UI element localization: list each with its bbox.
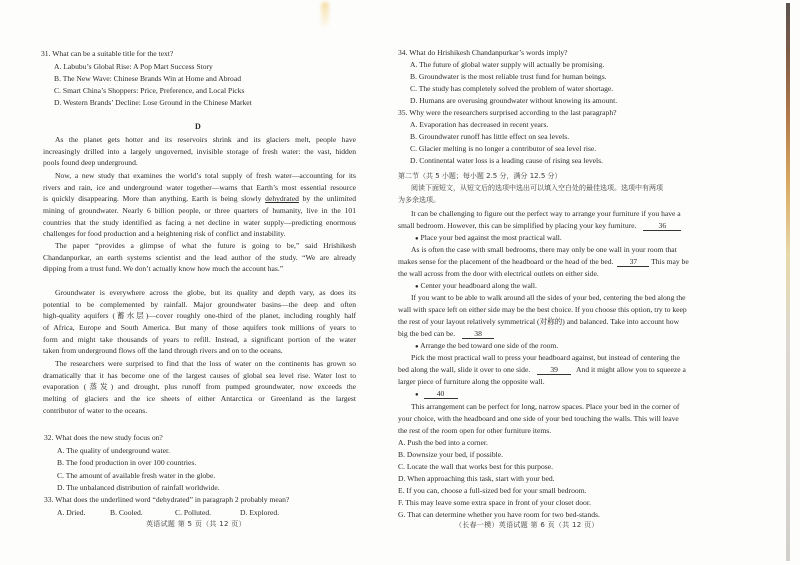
page-footer-right: （长春一模）英语试题 第 6 页（共 12 页） (455, 521, 599, 529)
question-32-stem: 32. What does the new study focus on? (44, 433, 163, 442)
question-31-stem: 31. What can be a suitable title for the text? (41, 49, 174, 58)
passage-p4-line3: larger piece of furniture along the opposite wall. (398, 377, 545, 386)
passage-p2-line3: the wall across from the door with electrical outlets on either side. (398, 269, 599, 278)
section-2-title: 第二节（共 5 小题；每小题 2.5 分，满分 12.5 分） (398, 172, 562, 180)
passage-p3-line4: big the bed can be. 38 (398, 328, 494, 340)
bullet-icon: ● (415, 284, 419, 290)
question-35-option-c: C. Glacier melting is no longer a contributor of sea level rise. (410, 144, 597, 153)
passage-p1-line1: It can be challenging to figure out the perfect way to arrange your furniture if you have a (411, 209, 681, 218)
bullet-icon: ● (415, 236, 419, 242)
question-35-option-d: D. Continental water loss is a leading cause of rising sea levels. (410, 156, 603, 165)
passage-d-paragraph-1: As the planet gets hotter and its reservoirs shrink and its glaciers melt, people have increasingly drilled into a largely ungoverned, invisible storage of fresh water: the vast, hidden pools found deep underground. (43, 135, 356, 168)
question-33-option-c: C. Polluted. (175, 508, 212, 517)
question-32-option-b: B. The food production in over 100 countries. (57, 458, 197, 467)
question-34-option-c: C. The study has completely solved the problem of water shortage. (410, 84, 614, 93)
passage-p4-line1: Pick the most practical wall to press your headboard against, but instead of centering the (411, 353, 680, 362)
question-33-stem: 33. What does the underlined word “dehydrated” in paragraph 2 probably mean? (44, 495, 290, 504)
blank-38[interactable]: 38 (462, 329, 494, 339)
bullet-4 (415, 388, 458, 402)
passage-d-heading: D (195, 122, 201, 131)
question-33-option-a: A. Dried. (57, 508, 86, 517)
bullet-3: ● Arrange the bed toward one side of the room. (415, 341, 559, 350)
question-34-option-d: D. Humans are overusing groundwater without knowing its amount. (410, 96, 618, 105)
answer-option-g: G. That can determine whether you have room for two bed-stands. (398, 510, 600, 519)
passage-p5-line3: the rest of the room open for other furniture items. (398, 426, 552, 435)
question-35-option-a: A. Evaporation has decreased in recent years. (410, 120, 549, 129)
blank-37[interactable]: 37 (617, 257, 649, 267)
question-31-option-c: C. Smart China’s Shoppers: Price, Preference, and Local Picks (54, 86, 245, 95)
question-33-option-b: B. Cooled. (110, 508, 143, 517)
passage-p3-line1: If you want to be able to walk around all the sides of your bed, centering the bed along the (411, 293, 686, 302)
answer-option-e: E. If you can, choose a full-sized bed for your small bedroom. (398, 486, 587, 495)
underlined-word-dehydrated: dehydrated (265, 194, 299, 204)
question-32-option-c: C. The amount of available fresh water in the globe. (57, 471, 216, 480)
answer-option-b: B. Downsize your bed, if possible. (398, 450, 504, 459)
passage-d-paragraph-3: The paper “provides a glimpse of what the future is going to be,” said Hrishikesh Chandanpurkar, an earth systems scientist and the lead author of the study. “We are already dipping from a trust fund. We don’t actually know how much the account has.” (43, 241, 356, 274)
question-34-option-b: B. Groundwater is the most reliable trust fund for human beings. (410, 72, 607, 81)
answer-option-f: F. This may leave some extra space in front of your closet door. (398, 498, 591, 507)
passage-p4-line2: bed along the wall, slide it over to one side. 39 And it might allow you to squeeze a (398, 365, 686, 374)
question-32-option-a: A. The quality of underground water. (57, 446, 170, 455)
passage-d-paragraph-5: The researchers were surprised to find that the loss of water on the continents has grown so dramatically that it has become one of the largest causes of global sea level rise. Water lost to evaporation (蒸发) and drought, plus runoff from pumped groundwater, now exceeds the melting of glaciers and the ice sheets of either Antarctica or Greenland as the largest contributor of water to the oceans. (43, 359, 356, 415)
blank-36[interactable]: 36 (643, 221, 681, 231)
passage-p2-line2: makes sense for the placement of the headboard or the head of the bed. 37 This may be (398, 257, 689, 266)
question-35-option-b: B. Groundwater runoff has little effect on sea levels. (410, 132, 570, 141)
bullet-1: ● Place your bed against the most practical wall. (415, 233, 562, 242)
blank-39[interactable]: 39 (537, 365, 571, 375)
question-31-option-a: A. Labubu’s Global Rise: A Pop Mart Success Story (54, 62, 213, 71)
bullet-icon: ● (415, 344, 419, 350)
question-31-option-d: D. Western Brands’ Decline: Lose Ground in the Chinese Market (54, 98, 252, 107)
question-35-stem: 35. Why were the researchers surprised according to the last paragraph? (398, 108, 617, 117)
passage-p5-line1: This arrangement can be perfect for long, narrow spaces. Place your bed in the corner of (411, 402, 680, 411)
bullet-2: ● Center your headboard along the wall. (415, 281, 537, 290)
passage-d-paragraph-2: Now, a new study that examines the world’s total supply of fresh water—accounting for its rivers and rain, ice and underground water together—warns that Earth’s most essential resource is quickly disappearing. More than anything, Earth is being slowly dehydrated by the unlimited mining of groundwater. Nearly 6 billion people, or three quarters of humanity, live in the 101 countries that the study identified as facing a net decline in water supply—predicting enormous challenges for food production and a heightening risk of conflict and instability. (43, 171, 356, 239)
answer-option-d: D. When approaching this task, start with your bed. (398, 474, 555, 483)
passage-p5-line2: your choice, with the headboard and one side of your bed touching the walls. This will leave (398, 414, 679, 423)
passage-d-paragraph-4: Groundwater is everywhere across the globe, but its quality and depth vary, as does its potential to be complemented by rainfall. Major groundwater basins—the deep and often high-quality aquifers (蓄水层)—cover roughly one-third of the planet, including roughly half of Africa, Europe and South America. But many of those aquifers took millions of years to form and might take thousands of years to refill. Instead, a significant portion of the water taken from underground flows off the land through rivers and on to the oceans. (43, 288, 356, 356)
question-34-option-a: A. The future of global water supply will actually be promising. (410, 60, 605, 69)
question-32-option-d: D. The unbalanced distribution of rainfall worldwide. (57, 483, 220, 492)
answer-option-a: A. Push the bed into a corner. (398, 438, 488, 447)
line-with-underlined-word: is quickly disappearing. More than anything, Earth is being slowly dehydrated by the unlimited (43, 194, 356, 204)
page-footer-left: 英语试题 第 5 页（共 12 页） (146, 520, 246, 528)
passage-p1-line2: small bedroom. However, this can be simplified by placing your key furniture. 36 (398, 220, 681, 232)
bullet-icon: ● (415, 392, 419, 398)
section-2-instruction-cont: 为多余选项。 (398, 196, 440, 204)
passage-p3-line2: wall with space left on either side may be the best choice. If you choose this option, try to keep (398, 305, 687, 314)
passage-p3-line3: the rest of your layout relatively symmetrical (对称的) and balanced. Take into account how (398, 317, 680, 326)
blank-40[interactable]: 40 (424, 389, 458, 399)
right-page (395, 0, 800, 565)
question-31-option-b: B. The New Wave: Chinese Brands Win at Home and Abroad (54, 74, 241, 83)
question-33-option-d: D. Explored. (240, 508, 280, 517)
section-2-instruction: 阅读下面短文，从短文后的选项中选出可以填入空白处的最佳选项。选项中有两项 (411, 184, 663, 192)
passage-p2-line1: As is often the case with small bedrooms, there may only be one wall in your room that (411, 245, 677, 254)
question-34-stem: 34. What do Hrishikesh Chandanpurkar’s words imply? (398, 48, 568, 57)
answer-option-c: C. Locate the wall that works best for this purpose. (398, 462, 554, 471)
left-page (0, 0, 395, 565)
